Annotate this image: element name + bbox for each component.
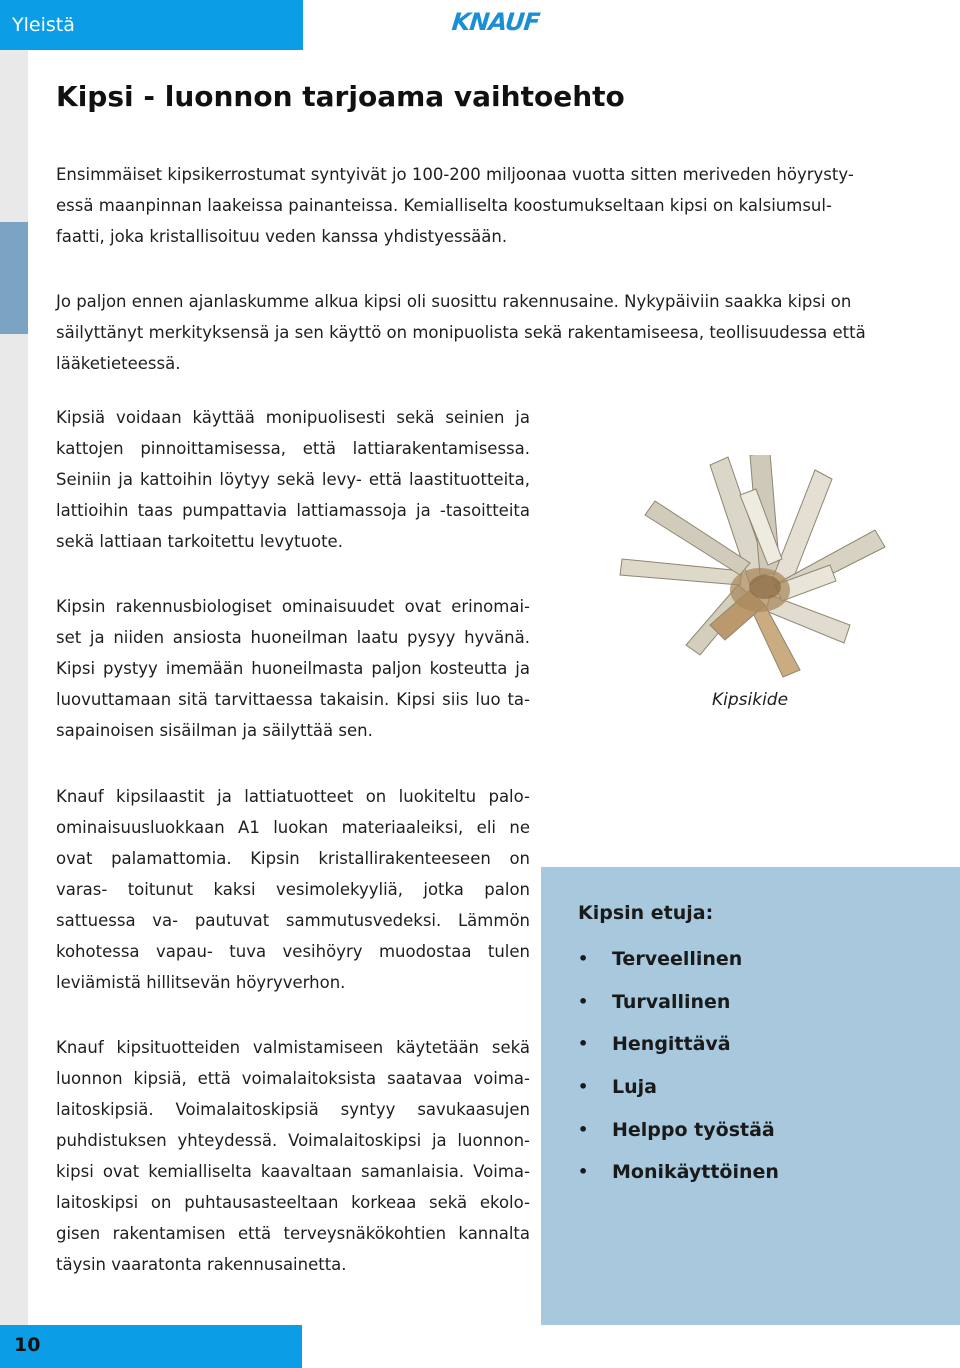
power-plant-gypsum-paragraph: Knauf kipsituotteiden valmistamiseen käytetään sekä luonnon kipsiä, että voimalaitoksista saatavaa voima- laitoskipsiä. Voimalaitoskipsiä syntyy savukaasujen puhdistuksen yhteydessä. Voimalaitoskipsi ja luonnon- kipsi ovat kemialliselta kaavaltaan samanlaisia. Voima- laitoskipsi on puhtausasteeltaan korkeaa sekä ekolo- gisen rakentamisen että terveysnäkökohtien kannalta täysin vaaratonta rakennusainetta.: [56, 1038, 530, 1274]
benefit-label: Monikäyttöinen: [612, 1161, 779, 1184]
knauf-logo: KNAUF: [450, 8, 541, 36]
benefit-label: Turvallinen: [612, 990, 731, 1013]
section-label: Yleistä: [12, 14, 75, 36]
list-item: [578, 1108, 779, 1151]
bullet-icon: •: [578, 1034, 589, 1054]
fire-safety-paragraph: Knauf kipsilaastit ja lattiatuotteet on luokiteltu palo- ominaisuusluokkaan A1 luokan materiaaleiksi, eli ne ovat palamattomia. Kipsin kristallirakenteeseen on varas- toitunut kaksi vesimolekyyliä, jotka palon sattuessa va- pautuvat sammutusvedeksi. Lämmön kohotessa vapau- tuva vesihöyry muodostaa tulen leviämistä hillitsevän höyryverhon.: [56, 787, 530, 992]
bullet-icon: •: [578, 1077, 589, 1097]
page-number: 10: [14, 1334, 41, 1356]
list-item: [578, 981, 779, 1024]
image-caption: Kipsikide: [712, 690, 789, 710]
bullet-icon: •: [578, 1119, 589, 1139]
benefit-label: Terveellinen: [612, 948, 743, 971]
list-item: [578, 938, 779, 981]
left-margin-accent: [0, 222, 28, 334]
benefit-label: Helppo työstää: [612, 1118, 775, 1141]
building-biology-paragraph: Kipsin rakennusbiologiset ominaisuudet ovat erinomai- set ja niiden ansiosta huoneilman laatu pysyy hyvänä. Kipsi pystyy imemään huoneilmasta paljon kosteutta ja luovuttamaan sitä tarvittaessa takaisin. Kipsi siis luo ta- sapainoisen sisäilman ja säilyttää sen.: [56, 597, 530, 740]
list-item: [578, 1066, 779, 1109]
benefits-list: [578, 938, 779, 1194]
benefits-title: Kipsin etuja:: [578, 902, 714, 924]
list-item: [578, 1151, 779, 1194]
bullet-icon: •: [578, 991, 589, 1011]
page-title: Kipsi - luonnon tarjoama vaihtoehto: [56, 80, 625, 113]
bullet-icon: •: [578, 949, 589, 969]
usage-paragraph: Kipsiä voidaan käyttää monipuolisesti sekä seinien ja kattojen pinnoittamisessa, että lattiarakentamisessa. Seiniin ja kattoihin löytyy sekä levy- että laastituotteita, lattioihin taas pumpattavia lattiamassoja ja -tasoitteita sekä lattiaan tarkoitettu levytuote.: [56, 408, 530, 551]
benefit-label: Hengittävä: [612, 1033, 731, 1056]
bullet-icon: •: [578, 1162, 589, 1182]
footer-tab: [0, 1325, 302, 1368]
section-header-tab: [0, 0, 303, 50]
intro-paragraph: Ensimmäiset kipsikerrostumat syntyivät jo 100-200 miljoonaa vuotta sitten meriveden höyrysty- essä maanpinnan laakeissa painanteissa. Kemialliselta koostumukseltaan kipsi on kalsiumsul- faatti, joka kristallisoituu veden kanssa yhdistyessään.: [56, 165, 854, 246]
gypsum-crystal-photo: [600, 455, 940, 680]
list-item: [578, 1023, 779, 1066]
benefit-label: Luja: [612, 1076, 657, 1099]
history-paragraph: Jo paljon ennen ajanlaskumme alkua kipsi oli suosittu rakennusaine. Nykypäiviin saakka kipsi on säilyttänyt merkityksensä ja sen käyttö on monipuolista sekä rakentamiseesa, teollisuudessa että lääketieteessä.: [56, 292, 866, 373]
